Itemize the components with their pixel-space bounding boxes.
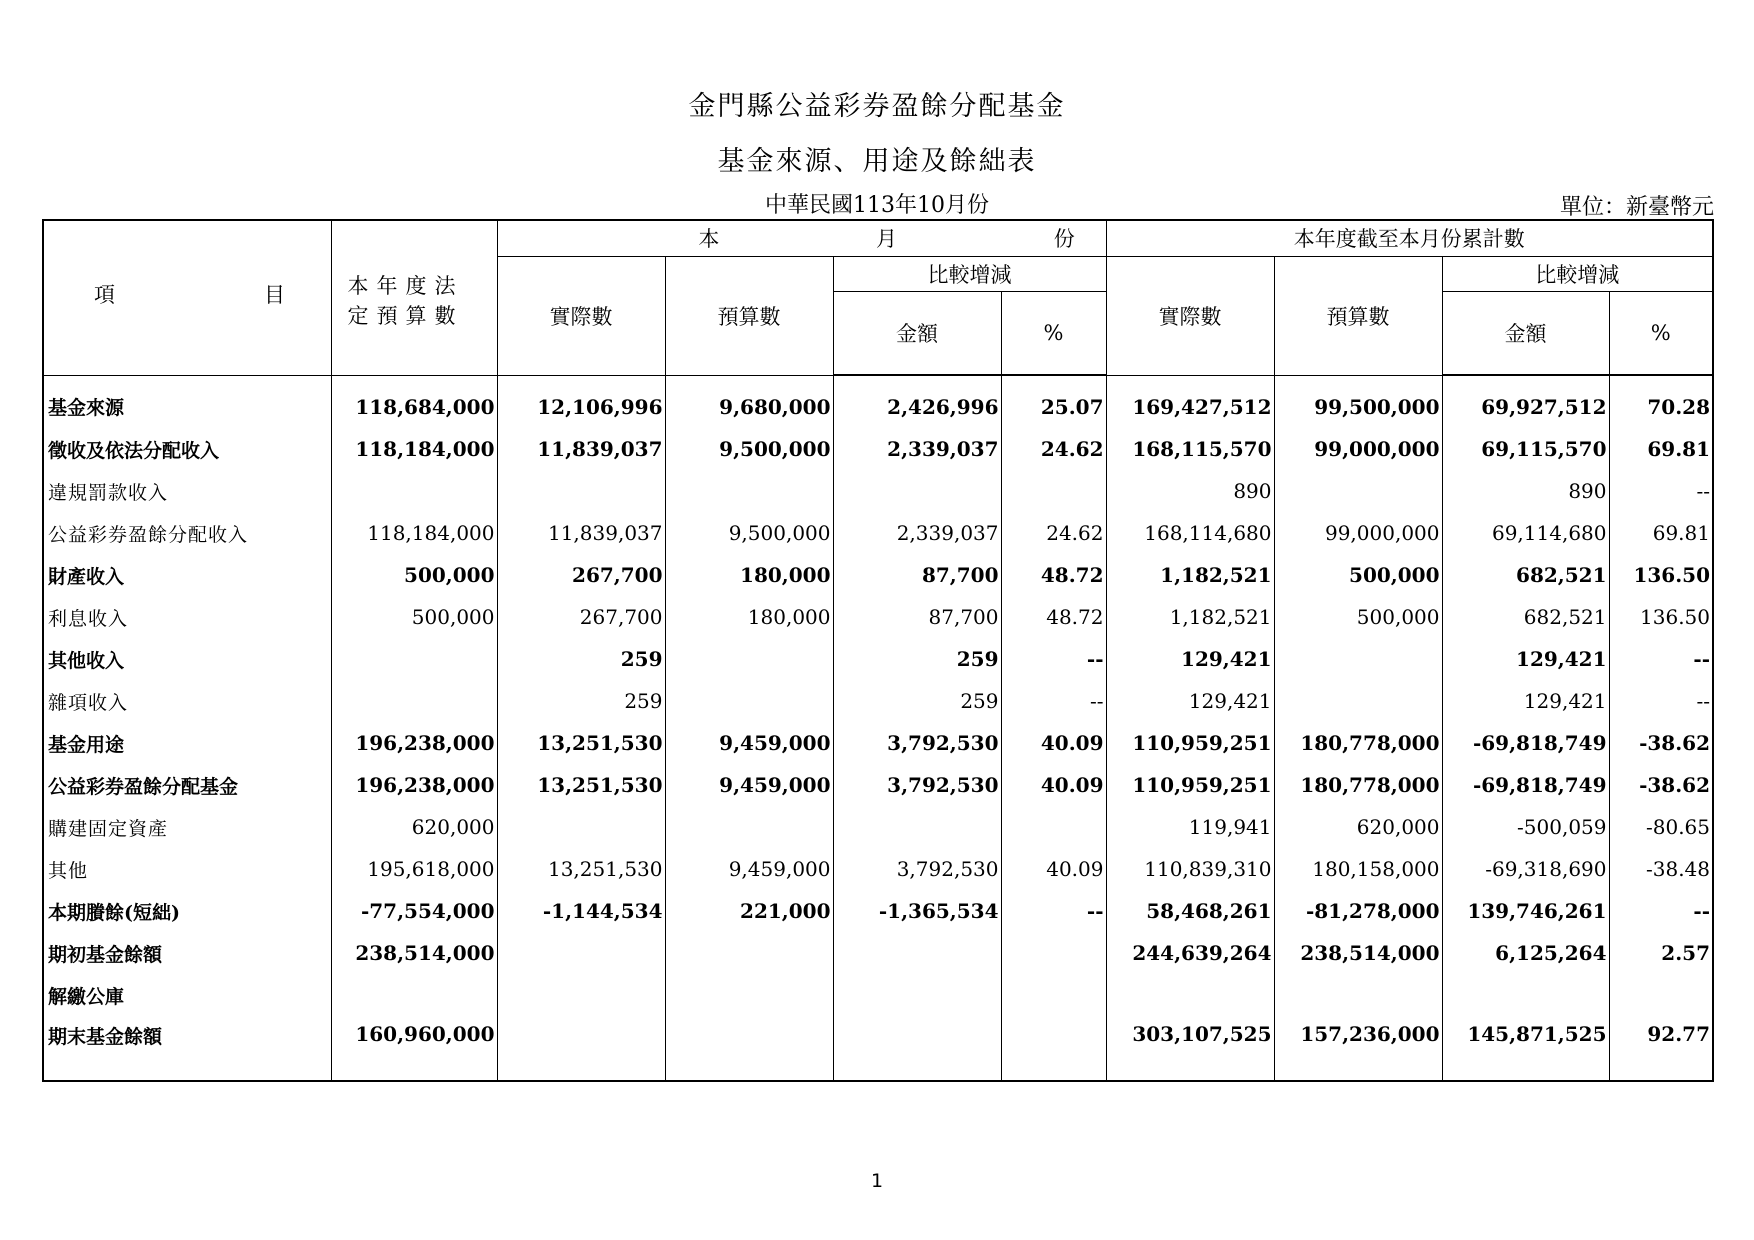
ytd-actual-cell: 168,114,680 bbox=[1106, 512, 1274, 554]
month-diff-cell bbox=[833, 1016, 1001, 1081]
ytd-pct-cell: -- bbox=[1609, 890, 1713, 932]
month-budget-cell: 9,459,000 bbox=[665, 764, 833, 806]
ytd-pct-cell: 136.50 bbox=[1609, 554, 1713, 596]
ytd-budget-cell bbox=[1274, 974, 1442, 1016]
ytd-diff-cell: 69,115,570 bbox=[1442, 428, 1609, 470]
ytd-pct-cell: -38.48 bbox=[1609, 848, 1713, 890]
legal-budget-header bbox=[331, 220, 497, 375]
ytd-diff-cell: -500,059 bbox=[1442, 806, 1609, 848]
table-row bbox=[43, 1016, 1713, 1081]
ytd-diff-cell: 682,521 bbox=[1442, 554, 1609, 596]
ytd-diff-cell: 69,927,512 bbox=[1442, 375, 1609, 428]
table-row bbox=[43, 932, 1713, 974]
row-label: 期末基金餘額 bbox=[43, 1016, 331, 1081]
row-label: 徵收及依法分配收入 bbox=[43, 428, 331, 470]
legal-budget-cell: 500,000 bbox=[331, 554, 497, 596]
row-label: 其他收入 bbox=[43, 638, 331, 680]
ytd-budget-cell: 180,778,000 bbox=[1274, 764, 1442, 806]
row-label: 本期賸餘(短絀) bbox=[43, 890, 331, 932]
ytd-actual-cell: 110,959,251 bbox=[1106, 764, 1274, 806]
ytd-pct-cell: 69.81 bbox=[1609, 428, 1713, 470]
row-label: 雜項收入 bbox=[43, 680, 331, 722]
ytd-budget-cell: 500,000 bbox=[1274, 596, 1442, 638]
month-pct-cell bbox=[1001, 806, 1106, 848]
month-diff-cell: 2,339,037 bbox=[833, 512, 1001, 554]
month-actual-cell bbox=[497, 974, 665, 1016]
ytd-budget-cell: 180,158,000 bbox=[1274, 848, 1442, 890]
month-diff-cell: 2,339,037 bbox=[833, 428, 1001, 470]
ytd-budget-cell: 157,236,000 bbox=[1274, 1016, 1442, 1081]
page-number: 1 bbox=[870, 1170, 884, 1192]
ytd-percent-header: % bbox=[1609, 291, 1713, 375]
legal-budget-cell bbox=[331, 974, 497, 1016]
month-diff-cell: 87,700 bbox=[833, 596, 1001, 638]
month-actual-cell: 13,251,530 bbox=[497, 764, 665, 806]
month-budget-cell bbox=[665, 932, 833, 974]
table-row bbox=[43, 470, 1713, 512]
item-header-left: 項 bbox=[94, 283, 115, 307]
ytd-budget-header: 預算數 bbox=[1274, 256, 1442, 375]
month-pct-cell bbox=[1001, 1016, 1106, 1081]
month-actual-cell: 13,251,530 bbox=[497, 848, 665, 890]
row-label: 基金來源 bbox=[43, 375, 331, 428]
month-budget-cell bbox=[665, 1016, 833, 1081]
ytd-pct-cell: -38.62 bbox=[1609, 722, 1713, 764]
month-actual-cell: -1,144,534 bbox=[497, 890, 665, 932]
ytd-pct-cell: -- bbox=[1609, 680, 1713, 722]
legal-budget-cell bbox=[331, 470, 497, 512]
table-row bbox=[43, 596, 1713, 638]
row-label: 購建固定資產 bbox=[43, 806, 331, 848]
month-actual-cell: 13,251,530 bbox=[497, 722, 665, 764]
month-actual-cell: 11,839,037 bbox=[497, 512, 665, 554]
ytd-actual-cell: 119,941 bbox=[1106, 806, 1274, 848]
ytd-actual-cell: 890 bbox=[1106, 470, 1274, 512]
ytd-diff-cell: 6,125,264 bbox=[1442, 932, 1609, 974]
month-diff-cell: 259 bbox=[833, 680, 1001, 722]
month-budget-cell: 180,000 bbox=[665, 554, 833, 596]
ytd-actual-cell: 168,115,570 bbox=[1106, 428, 1274, 470]
row-label: 解繳公庫 bbox=[43, 974, 331, 1016]
month-budget-cell: 9,500,000 bbox=[665, 428, 833, 470]
legal-budget-cell: 118,684,000 bbox=[331, 375, 497, 428]
ytd-actual-cell: 1,182,521 bbox=[1106, 554, 1274, 596]
month-budget-cell bbox=[665, 680, 833, 722]
row-label: 利息收入 bbox=[43, 596, 331, 638]
month-budget-cell bbox=[665, 638, 833, 680]
row-label: 基金用途 bbox=[43, 722, 331, 764]
year-to-date-group-header: 本年度截至本月份累計數 bbox=[1106, 220, 1713, 256]
item-column-header bbox=[43, 220, 331, 375]
month-diff-cell: 259 bbox=[833, 638, 1001, 680]
month-actual-cell bbox=[497, 470, 665, 512]
month-amount-header: 金額 bbox=[833, 291, 1001, 375]
month-actual-cell: 267,700 bbox=[497, 596, 665, 638]
currency-unit: 單位：新臺幣元 bbox=[1559, 195, 1714, 220]
row-label: 其他 bbox=[43, 848, 331, 890]
report-period: 中華民國113年10月份 bbox=[765, 193, 989, 218]
month-actual-cell: 12,106,996 bbox=[497, 375, 665, 428]
month-actual-cell bbox=[497, 806, 665, 848]
table-row bbox=[43, 680, 1713, 722]
month-diff-cell: 3,792,530 bbox=[833, 722, 1001, 764]
month-actual-cell bbox=[497, 1016, 665, 1081]
ytd-pct-cell: -38.62 bbox=[1609, 764, 1713, 806]
table-row bbox=[43, 722, 1713, 764]
legal-budget-cell: 620,000 bbox=[331, 806, 497, 848]
ytd-actual-cell bbox=[1106, 974, 1274, 1016]
ytd-compare-header: 比較增減 bbox=[1442, 256, 1713, 291]
row-label: 公益彩券盈餘分配收入 bbox=[43, 512, 331, 554]
row-label: 違規罰款收入 bbox=[43, 470, 331, 512]
month-diff-cell bbox=[833, 470, 1001, 512]
item-header-right: 目 bbox=[264, 283, 285, 307]
month-budget-cell: 9,459,000 bbox=[665, 722, 833, 764]
month-budget-header: 預算數 bbox=[665, 256, 833, 375]
legal-budget-cell: -77,554,000 bbox=[331, 890, 497, 932]
month-diff-cell bbox=[833, 974, 1001, 1016]
ytd-budget-cell: 99,500,000 bbox=[1274, 375, 1442, 428]
row-label: 公益彩券盈餘分配基金 bbox=[43, 764, 331, 806]
ytd-actual-header: 實際數 bbox=[1106, 256, 1274, 375]
ytd-pct-cell: -- bbox=[1609, 470, 1713, 512]
month-pct-cell: 24.62 bbox=[1001, 428, 1106, 470]
month-diff-cell: -1,365,534 bbox=[833, 890, 1001, 932]
ytd-budget-cell: 238,514,000 bbox=[1274, 932, 1442, 974]
ytd-budget-cell: 99,000,000 bbox=[1274, 428, 1442, 470]
ytd-pct-cell: 136.50 bbox=[1609, 596, 1713, 638]
ytd-diff-cell: 890 bbox=[1442, 470, 1609, 512]
legal-budget-cell: 118,184,000 bbox=[331, 428, 497, 470]
ytd-pct-cell: -80.65 bbox=[1609, 806, 1713, 848]
ytd-pct-cell: -- bbox=[1609, 638, 1713, 680]
month-header-char-3: 份 bbox=[1053, 227, 1075, 252]
month-pct-cell: -- bbox=[1001, 638, 1106, 680]
ytd-diff-cell: 69,114,680 bbox=[1442, 512, 1609, 554]
report-subtitle: 基金來源、用途及餘絀表 bbox=[717, 146, 1037, 177]
current-month-group-header bbox=[497, 220, 1106, 256]
ytd-pct-cell: 2.57 bbox=[1609, 932, 1713, 974]
ytd-actual-cell: 129,421 bbox=[1106, 638, 1274, 680]
ytd-budget-cell bbox=[1274, 470, 1442, 512]
month-pct-cell: -- bbox=[1001, 890, 1106, 932]
month-pct-cell: 40.09 bbox=[1001, 722, 1106, 764]
month-budget-cell: 180,000 bbox=[665, 596, 833, 638]
month-pct-cell: 40.09 bbox=[1001, 848, 1106, 890]
month-pct-cell: 40.09 bbox=[1001, 764, 1106, 806]
ytd-actual-cell: 58,468,261 bbox=[1106, 890, 1274, 932]
legal-budget-cell: 195,618,000 bbox=[331, 848, 497, 890]
legal-budget-cell bbox=[331, 680, 497, 722]
ytd-budget-cell: 500,000 bbox=[1274, 554, 1442, 596]
table-row bbox=[43, 890, 1713, 932]
month-actual-cell: 259 bbox=[497, 680, 665, 722]
ytd-actual-cell: 1,182,521 bbox=[1106, 596, 1274, 638]
month-diff-cell: 3,792,530 bbox=[833, 764, 1001, 806]
ytd-pct-cell: 92.77 bbox=[1609, 1016, 1713, 1081]
ytd-budget-cell: 99,000,000 bbox=[1274, 512, 1442, 554]
statement-table bbox=[42, 219, 1714, 1082]
ytd-actual-cell: 110,959,251 bbox=[1106, 722, 1274, 764]
ytd-budget-cell: 180,778,000 bbox=[1274, 722, 1442, 764]
month-actual-cell: 259 bbox=[497, 638, 665, 680]
ytd-diff-cell: -69,818,749 bbox=[1442, 722, 1609, 764]
legal-budget-header-line2: 定預算數 bbox=[347, 304, 464, 328]
legal-budget-cell: 118,184,000 bbox=[331, 512, 497, 554]
month-budget-cell: 9,459,000 bbox=[665, 848, 833, 890]
month-diff-cell: 87,700 bbox=[833, 554, 1001, 596]
ytd-diff-cell: 129,421 bbox=[1442, 680, 1609, 722]
month-budget-cell bbox=[665, 974, 833, 1016]
ytd-budget-cell bbox=[1274, 680, 1442, 722]
ytd-actual-cell: 244,639,264 bbox=[1106, 932, 1274, 974]
month-header-char-1: 本 bbox=[698, 227, 720, 252]
month-pct-cell bbox=[1001, 932, 1106, 974]
ytd-actual-cell: 303,107,525 bbox=[1106, 1016, 1274, 1081]
legal-budget-cell bbox=[331, 638, 497, 680]
ytd-budget-cell bbox=[1274, 638, 1442, 680]
month-pct-cell: 48.72 bbox=[1001, 554, 1106, 596]
table-row bbox=[43, 848, 1713, 890]
month-actual-cell: 267,700 bbox=[497, 554, 665, 596]
month-pct-cell: 48.72 bbox=[1001, 596, 1106, 638]
month-compare-header: 比較增減 bbox=[833, 256, 1106, 291]
table-row bbox=[43, 375, 1713, 428]
legal-budget-cell: 238,514,000 bbox=[331, 932, 497, 974]
ytd-pct-cell bbox=[1609, 974, 1713, 1016]
ytd-pct-cell: 69.81 bbox=[1609, 512, 1713, 554]
ytd-diff-cell: 139,746,261 bbox=[1442, 890, 1609, 932]
ytd-budget-cell: -81,278,000 bbox=[1274, 890, 1442, 932]
ytd-actual-cell: 110,839,310 bbox=[1106, 848, 1274, 890]
month-pct-cell bbox=[1001, 974, 1106, 1016]
month-actual-cell: 11,839,037 bbox=[497, 428, 665, 470]
ytd-diff-cell: -69,318,690 bbox=[1442, 848, 1609, 890]
month-budget-cell bbox=[665, 470, 833, 512]
row-label: 財產收入 bbox=[43, 554, 331, 596]
month-actual-header: 實際數 bbox=[497, 256, 665, 375]
month-pct-cell: -- bbox=[1001, 680, 1106, 722]
row-label: 期初基金餘額 bbox=[43, 932, 331, 974]
month-header-char-2: 月 bbox=[876, 227, 897, 252]
ytd-diff-cell bbox=[1442, 974, 1609, 1016]
month-percent-header: % bbox=[1001, 291, 1106, 375]
month-diff-cell bbox=[833, 932, 1001, 974]
ytd-amount-header: 金額 bbox=[1442, 291, 1609, 375]
ytd-diff-cell: 129,421 bbox=[1442, 638, 1609, 680]
table-row bbox=[43, 428, 1713, 470]
month-budget-cell bbox=[665, 806, 833, 848]
month-pct-cell: 25.07 bbox=[1001, 375, 1106, 428]
month-actual-cell bbox=[497, 932, 665, 974]
table-row bbox=[43, 638, 1713, 680]
ytd-actual-cell: 129,421 bbox=[1106, 680, 1274, 722]
legal-budget-cell: 160,960,000 bbox=[331, 1016, 497, 1081]
legal-budget-cell: 196,238,000 bbox=[331, 764, 497, 806]
legal-budget-cell: 196,238,000 bbox=[331, 722, 497, 764]
month-pct-cell: 24.62 bbox=[1001, 512, 1106, 554]
month-diff-cell bbox=[833, 806, 1001, 848]
ytd-actual-cell: 169,427,512 bbox=[1106, 375, 1274, 428]
table-row bbox=[43, 806, 1713, 848]
table-row bbox=[43, 512, 1713, 554]
month-diff-cell: 2,426,996 bbox=[833, 375, 1001, 428]
month-budget-cell: 9,680,000 bbox=[665, 375, 833, 428]
table-row bbox=[43, 974, 1713, 1016]
ytd-diff-cell: 145,871,525 bbox=[1442, 1016, 1609, 1081]
month-pct-cell bbox=[1001, 470, 1106, 512]
legal-budget-header-line1: 本年度法 bbox=[347, 274, 464, 298]
legal-budget-cell: 500,000 bbox=[331, 596, 497, 638]
report-title: 金門縣公益彩券盈餘分配基金 bbox=[688, 91, 1066, 122]
ytd-pct-cell: 70.28 bbox=[1609, 375, 1713, 428]
month-budget-cell: 221,000 bbox=[665, 890, 833, 932]
ytd-diff-cell: 682,521 bbox=[1442, 596, 1609, 638]
ytd-diff-cell: -69,818,749 bbox=[1442, 764, 1609, 806]
table-row bbox=[43, 554, 1713, 596]
ytd-budget-cell: 620,000 bbox=[1274, 806, 1442, 848]
table-row bbox=[43, 764, 1713, 806]
month-diff-cell: 3,792,530 bbox=[833, 848, 1001, 890]
month-budget-cell: 9,500,000 bbox=[665, 512, 833, 554]
